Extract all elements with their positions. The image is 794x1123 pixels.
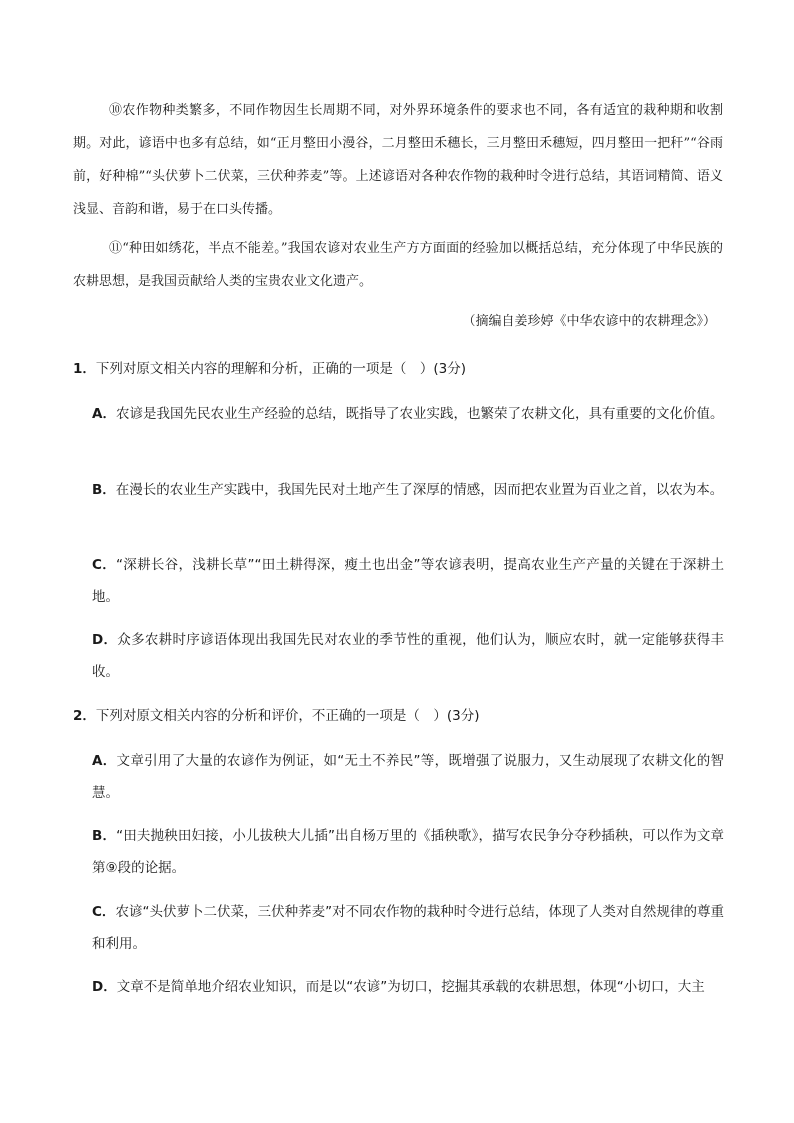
option-text: “深耕长谷，浅耕长草”“田土耕得深，瘦土也出金”等农谚表明，提高农业生产产量的关键在于深耕土地。 (92, 557, 724, 605)
question-1-option-d[interactable] (92, 624, 724, 688)
option-text: 众多农耕时序谚语体现出我国先民对农业的季节性的重视，他们认为，顺应农时，就一定能够获得丰收。 (92, 632, 724, 680)
option-letter: B． (92, 828, 117, 844)
source-citation: （摘编自姜珍婷《中华农谚中的农耕理念》） (462, 314, 716, 329)
question-1-option-a[interactable] (92, 398, 724, 430)
option-text: 文章引用了大量的农谚作为例证，如“无土不养民”等，既增强了说服力，又生动展现了农耕文化的智慧。 (92, 753, 724, 801)
option-letter: A． (92, 406, 116, 422)
option-letter: C． (92, 904, 116, 920)
question-2-option-c[interactable] (92, 896, 724, 960)
question-1-option-c[interactable] (92, 549, 724, 613)
question-text: 下列对原文相关内容的理解和分析，正确的一项是（ ）(3分) (95, 361, 467, 377)
option-letter: D． (92, 632, 118, 648)
option-text: 在漫长的农业生产实践中，我国先民对土地产生了深厚的情感，因而把农业置为百业之首，以农为本。 (115, 482, 724, 498)
option-letter: C． (92, 557, 116, 573)
passage-paragraph-11: ⑪“种田如绣花，半点不能差。”我国农谚对农业生产方方面面的经验加以概括总结，充分体现了中华民族的农耕思想，是我国贡献给人类的宝贵农业文化遗产。 (73, 241, 723, 289)
question-number: 1． (73, 361, 96, 377)
option-letter: A． (92, 753, 117, 769)
option-text: “田夫抛秧田妇接，小儿拔秧大儿插”出自杨万里的《插秧歌》，描写农民争分夺秒插秧，可以作为文章第⑨段的论据。 (92, 828, 724, 876)
question-1-stem (73, 357, 723, 381)
question-2-option-a[interactable] (92, 745, 724, 809)
option-letter: D． (92, 979, 117, 995)
question-1-option-b[interactable] (92, 474, 724, 506)
option-text: 文章不是简单地介绍农业知识，而是以“农谚”为切口，挖掘其承载的农耕思想，体现“小切口，大主 (116, 979, 705, 995)
option-text: 农谚是我国先民农业生产经验的总结，既指导了农业实践，也繁荣了农耕文化，具有重要的文化价值。 (115, 406, 724, 422)
question-2-option-d[interactable] (92, 971, 724, 1003)
passage-paragraph-10: ⑩农作物种类繁多，不同作物因生长周期不同，对外界环境条件的要求也不同，各有适宜的栽种期和收割期。对此，谚语中也多有总结，如“正月整田小漫谷，二月整田禾穗长，三月整田禾穗短，四月整田一把秆”“谷雨前，好种棉”“头伏萝卜二伏菜，三伏种荞麦”等。上述谚语对各种农作物的栽种时令进行总结，其语词精简、语义浅显、音韵和谐，易于在口头传播。 (73, 103, 723, 217)
question-2-stem (73, 704, 723, 728)
option-letter: B． (92, 482, 116, 498)
question-text: 下列对原文相关内容的分析和评价，不正确的一项是（ ）(3分) (95, 708, 480, 724)
question-2-option-b[interactable] (92, 820, 724, 884)
question-number: 2． (73, 708, 96, 724)
option-text: 农谚“头伏萝卜二伏菜，三伏种荞麦”对不同农作物的栽种时令进行总结，体现了人类对自然规律的尊重和利用。 (92, 904, 724, 952)
